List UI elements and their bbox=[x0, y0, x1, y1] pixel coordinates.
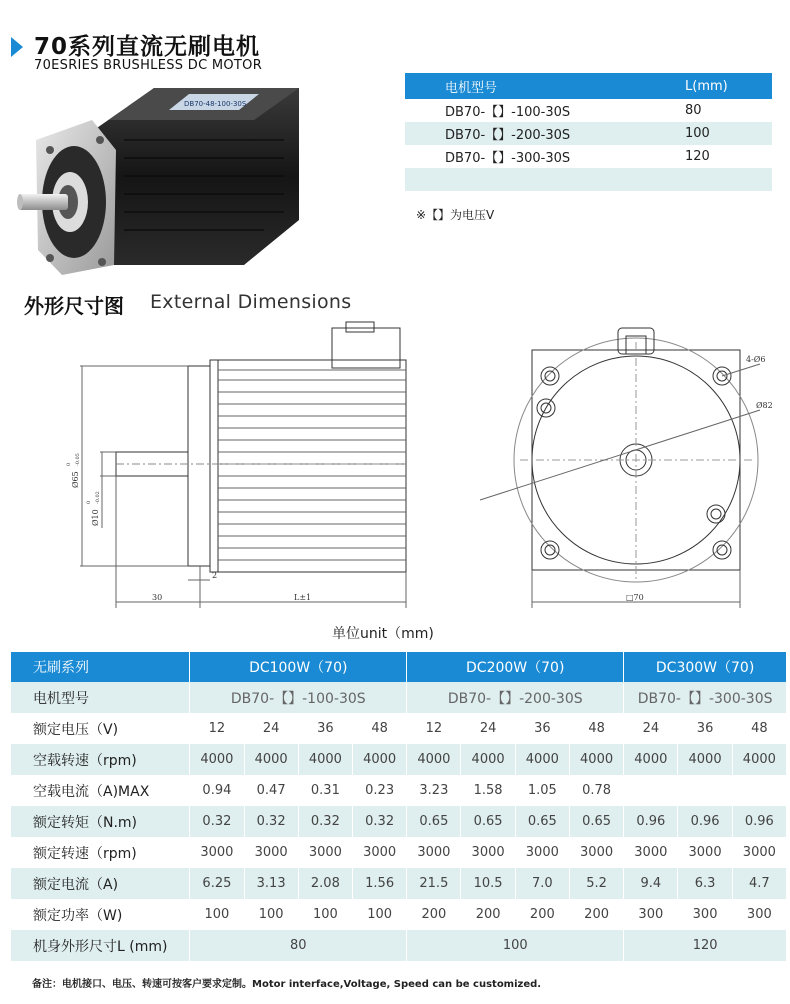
dim-pitch-circle: Ø82 bbox=[756, 401, 773, 410]
spec-value-cell: 4000 bbox=[732, 744, 786, 775]
spec-value-cell: 9.4 bbox=[624, 868, 678, 899]
page-title: 70系列直流无刷电机 bbox=[34, 34, 261, 60]
spec-value-cell: 7.0 bbox=[515, 868, 569, 899]
series-header: DC300W（70) bbox=[624, 652, 787, 682]
spec-row-label: 额定转矩（N.m) bbox=[11, 806, 190, 837]
spec-value-cell: 3.13 bbox=[244, 868, 298, 899]
page-subtitle: 70ESRIES BRUSHLESS DC MOTOR bbox=[34, 58, 263, 73]
spec-value-cell: 24 bbox=[244, 713, 298, 744]
spec-row bbox=[11, 837, 787, 868]
spec-value-cell: 3000 bbox=[298, 837, 352, 868]
model-cell: DB70-【】-100-30S bbox=[190, 682, 407, 713]
spec-value-cell: 36 bbox=[515, 713, 569, 744]
model-label: 电机型号 bbox=[11, 682, 190, 713]
spec-value-cell: 1.05 bbox=[515, 775, 569, 806]
spec-value-cell: 0.65 bbox=[407, 806, 461, 837]
unit-label: 单位unit（mm) bbox=[332, 626, 434, 642]
spec-row-label: 空载电流（A)MAX bbox=[11, 775, 190, 806]
spec-value-cell: 3000 bbox=[569, 837, 623, 868]
motor-photo bbox=[14, 80, 314, 285]
spec-value-cell: 4000 bbox=[461, 744, 515, 775]
spec-value-cell: 0.65 bbox=[461, 806, 515, 837]
spec-value-cell: 4000 bbox=[624, 744, 678, 775]
spec-value-cell: 4000 bbox=[190, 744, 244, 775]
spec-value-cell bbox=[732, 775, 786, 806]
dim-shaft-diameter: Ø10 bbox=[91, 509, 100, 526]
spec-row bbox=[11, 899, 787, 930]
spec-value-cell: 200 bbox=[569, 899, 623, 930]
title-marker-icon bbox=[11, 37, 23, 57]
length-cell: 80 bbox=[190, 930, 407, 961]
spec-value-cell: 3000 bbox=[515, 837, 569, 868]
spec-value-cell: 3.23 bbox=[407, 775, 461, 806]
spec-value-cell: 48 bbox=[569, 713, 623, 744]
spec-row bbox=[11, 806, 787, 837]
spec-value-cell: 0.47 bbox=[244, 775, 298, 806]
spec-value-cell: 3000 bbox=[244, 837, 298, 868]
model-cell: DB70-【】-100-30S bbox=[445, 105, 571, 120]
model-length-table bbox=[405, 73, 772, 191]
spec-value-cell: 6.25 bbox=[190, 868, 244, 899]
spec-row bbox=[11, 775, 787, 806]
spec-value-cell: 12 bbox=[407, 713, 461, 744]
spec-value-cell: 100 bbox=[244, 899, 298, 930]
length-cell: 80 bbox=[685, 103, 702, 118]
spec-value-cell: 5.2 bbox=[569, 868, 623, 899]
spec-value-cell: 1.56 bbox=[352, 868, 406, 899]
dim-shaft-length: 30 bbox=[152, 593, 163, 602]
motor-label-text: DB70-48-100-30S bbox=[184, 100, 247, 108]
spec-value-cell: 0.23 bbox=[352, 775, 406, 806]
spec-value-cell: 200 bbox=[407, 899, 461, 930]
spec-row-label: 空载转速（rpm) bbox=[11, 744, 190, 775]
spec-value-cell: 36 bbox=[298, 713, 352, 744]
spec-value-cell: 24 bbox=[624, 713, 678, 744]
series-header: DC100W（70) bbox=[190, 652, 407, 682]
model-cell bbox=[405, 168, 685, 191]
dim-shaft-tol-lower: -0.02 bbox=[95, 491, 101, 504]
spec-value-cell: 4000 bbox=[569, 744, 623, 775]
spec-value-cell: 0.32 bbox=[352, 806, 406, 837]
spec-value-cell: 4000 bbox=[244, 744, 298, 775]
spec-value-cell: 1.58 bbox=[461, 775, 515, 806]
spec-value-cell: 6.3 bbox=[678, 868, 732, 899]
footnote: 备注：电机接口、电压、转速可按客户要求定制。Motor interface,Voltage, Speed can be customized. bbox=[32, 979, 542, 990]
spec-value-cell: 100 bbox=[352, 899, 406, 930]
spec-value-cell: 3000 bbox=[461, 837, 515, 868]
spec-value-cell: 0.65 bbox=[569, 806, 623, 837]
dim-flange-diameter: Ø65 bbox=[71, 471, 80, 488]
spec-value-cell: 3000 bbox=[678, 837, 732, 868]
spec-value-cell: 2.08 bbox=[298, 868, 352, 899]
spec-value-cell: 300 bbox=[678, 899, 732, 930]
spec-row bbox=[11, 868, 787, 899]
spec-value-cell: 300 bbox=[732, 899, 786, 930]
spec-value-cell: 4000 bbox=[407, 744, 461, 775]
dimension-drawing bbox=[60, 318, 780, 620]
length-label: 机身外形尺寸L (mm) bbox=[11, 930, 190, 961]
spec-value-cell: 0.78 bbox=[569, 775, 623, 806]
spec-value-cell: 24 bbox=[461, 713, 515, 744]
length-cell: 120 bbox=[624, 930, 787, 961]
front-view bbox=[480, 328, 773, 608]
spec-value-cell: 48 bbox=[352, 713, 406, 744]
spec-value-cell: 0.32 bbox=[298, 806, 352, 837]
length-cell: 100 bbox=[685, 122, 772, 145]
spec-value-cell: 4000 bbox=[515, 744, 569, 775]
spec-value-cell bbox=[624, 775, 678, 806]
spec-value-cell: 200 bbox=[461, 899, 515, 930]
model-cell: DB70-【】-300-30S bbox=[445, 151, 571, 166]
spec-value-cell: 300 bbox=[624, 899, 678, 930]
spec-value-cell: 3000 bbox=[352, 837, 406, 868]
spec-value-cell: 0.96 bbox=[732, 806, 786, 837]
spec-row-label: 额定转速（rpm) bbox=[11, 837, 190, 868]
dim-square: □70 bbox=[626, 593, 644, 602]
spec-value-cell: 10.5 bbox=[461, 868, 515, 899]
length-cell: 120 bbox=[685, 149, 710, 164]
header-model: 电机型号 bbox=[405, 73, 685, 99]
spec-row-label: 额定功率（W) bbox=[11, 899, 190, 930]
series-label: 无刷系列 bbox=[11, 652, 190, 682]
spec-value-cell: 0.96 bbox=[678, 806, 732, 837]
spec-value-cell: 3000 bbox=[624, 837, 678, 868]
spec-value-cell: 0.31 bbox=[298, 775, 352, 806]
spec-value-cell: 4000 bbox=[298, 744, 352, 775]
spec-table bbox=[11, 652, 787, 961]
spec-value-cell: 0.65 bbox=[515, 806, 569, 837]
length-cell: 100 bbox=[407, 930, 624, 961]
section-title-en: External Dimensions bbox=[150, 291, 352, 313]
spec-value-cell: 0.94 bbox=[190, 775, 244, 806]
spec-value-cell: 3000 bbox=[732, 837, 786, 868]
spec-row-label: 额定电流（A) bbox=[11, 868, 190, 899]
spec-value-cell: 48 bbox=[732, 713, 786, 744]
spec-value-cell: 21.5 bbox=[407, 868, 461, 899]
model-cell: DB70-【】-200-30S bbox=[405, 122, 685, 145]
model-cell: DB70-【】-200-30S bbox=[407, 682, 624, 713]
spec-value-cell: 200 bbox=[515, 899, 569, 930]
spec-value-cell: 12 bbox=[190, 713, 244, 744]
spec-row bbox=[11, 713, 787, 744]
spec-value-cell bbox=[678, 775, 732, 806]
spec-value-cell: 0.32 bbox=[190, 806, 244, 837]
model-cell: DB70-【】-300-30S bbox=[624, 682, 787, 713]
spec-value-cell: 3000 bbox=[407, 837, 461, 868]
dim-flange-tol-lower: -0.05 bbox=[75, 453, 81, 466]
section-title-cn: 外形尺寸图 bbox=[24, 294, 124, 318]
spec-value-cell: 100 bbox=[298, 899, 352, 930]
spec-value-cell: 4.7 bbox=[732, 868, 786, 899]
spec-value-cell: 0.32 bbox=[244, 806, 298, 837]
spec-value-cell: 0.96 bbox=[624, 806, 678, 837]
dim-shaft-tol-upper: 0 bbox=[86, 500, 92, 504]
side-view bbox=[66, 322, 406, 608]
spec-value-cell: 36 bbox=[678, 713, 732, 744]
spec-value-cell: 100 bbox=[190, 899, 244, 930]
spec-value-cell: 3000 bbox=[190, 837, 244, 868]
series-header: DC200W（70) bbox=[407, 652, 624, 682]
spec-row-label: 额定电压（V) bbox=[11, 713, 190, 744]
spec-value-cell: 4000 bbox=[678, 744, 732, 775]
voltage-note: ※【】为电压V bbox=[416, 208, 495, 222]
dim-body-length: L±1 bbox=[294, 593, 312, 602]
spec-row bbox=[11, 744, 787, 775]
header-length: L(mm) bbox=[685, 73, 772, 99]
spec-value-cell: 4000 bbox=[352, 744, 406, 775]
dim-flange-offset: 2 bbox=[212, 571, 218, 580]
dim-mount-holes: 4-Ø6 bbox=[746, 355, 766, 364]
length-cell bbox=[685, 168, 772, 191]
dim-flange-tol-upper: 0 bbox=[66, 462, 72, 466]
